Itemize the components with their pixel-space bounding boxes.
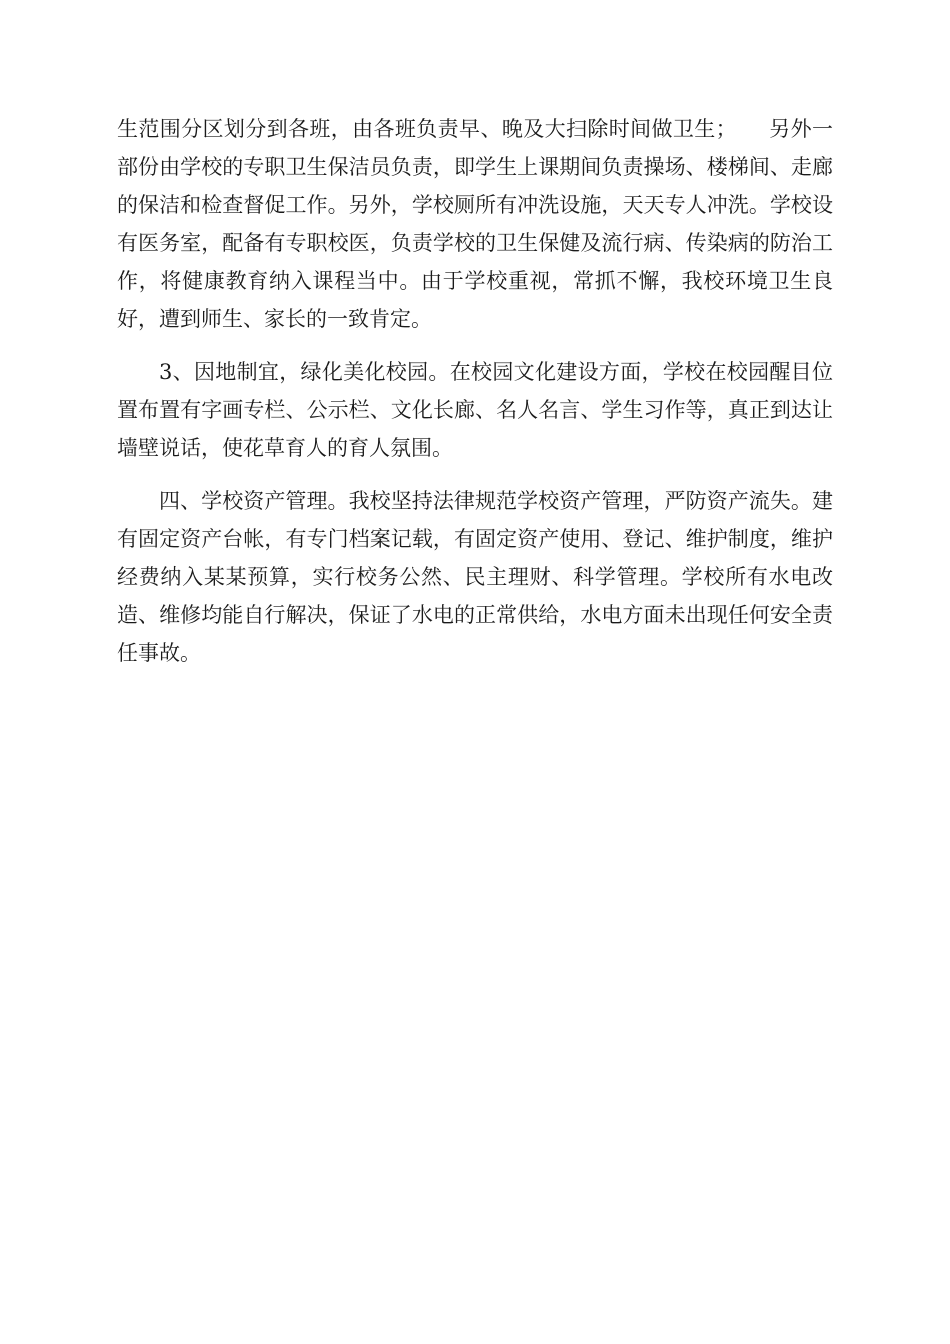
- paragraph-hygiene-continued: 生范围分区划分到各班，由各班负责早、晚及大扫除时间做卫生； 另外一部份由学校的专职卫生保洁员负责，即学生上课期间负责操场、楼梯间、走廊的保洁和检查督促工作。另外，学校厕所有冲洗设施，天天专人冲洗。学校设有医务室，配备有专职校医，负责学校的卫生保健及流行病、传染病的防治工作，将健康教育纳入课程当中。由于学校重视，常抓不懈，我校环境卫生良好，遭到师生、家长的一致肯定。: [117, 117, 833, 331]
- paragraph-asset-management: 四、学校资产管理。我校坚持法律规范学校资产管理，严防资产流失。建有固定资产台帐，有专门档案记载，有固定资产使用、登记、维护制度，维护经费纳入某某预算，实行校务公然、民主理财、科学管理。学校所有水电改造、维修均能自行解决，保证了水电的正常供给，水电方面未出现任何安全责任事故。: [117, 489, 833, 665]
- document-body: [117, 110, 833, 687]
- paragraph-campus-greening: 3、因地制宜，绿化美化校园。在校园文化建设方面，学校在校园醒目位置布置有字画专栏、公示栏、文化长廊、名人名言、学生习作等，真正到达让墙壁说话，使花草育人的育人氛围。: [117, 360, 833, 460]
